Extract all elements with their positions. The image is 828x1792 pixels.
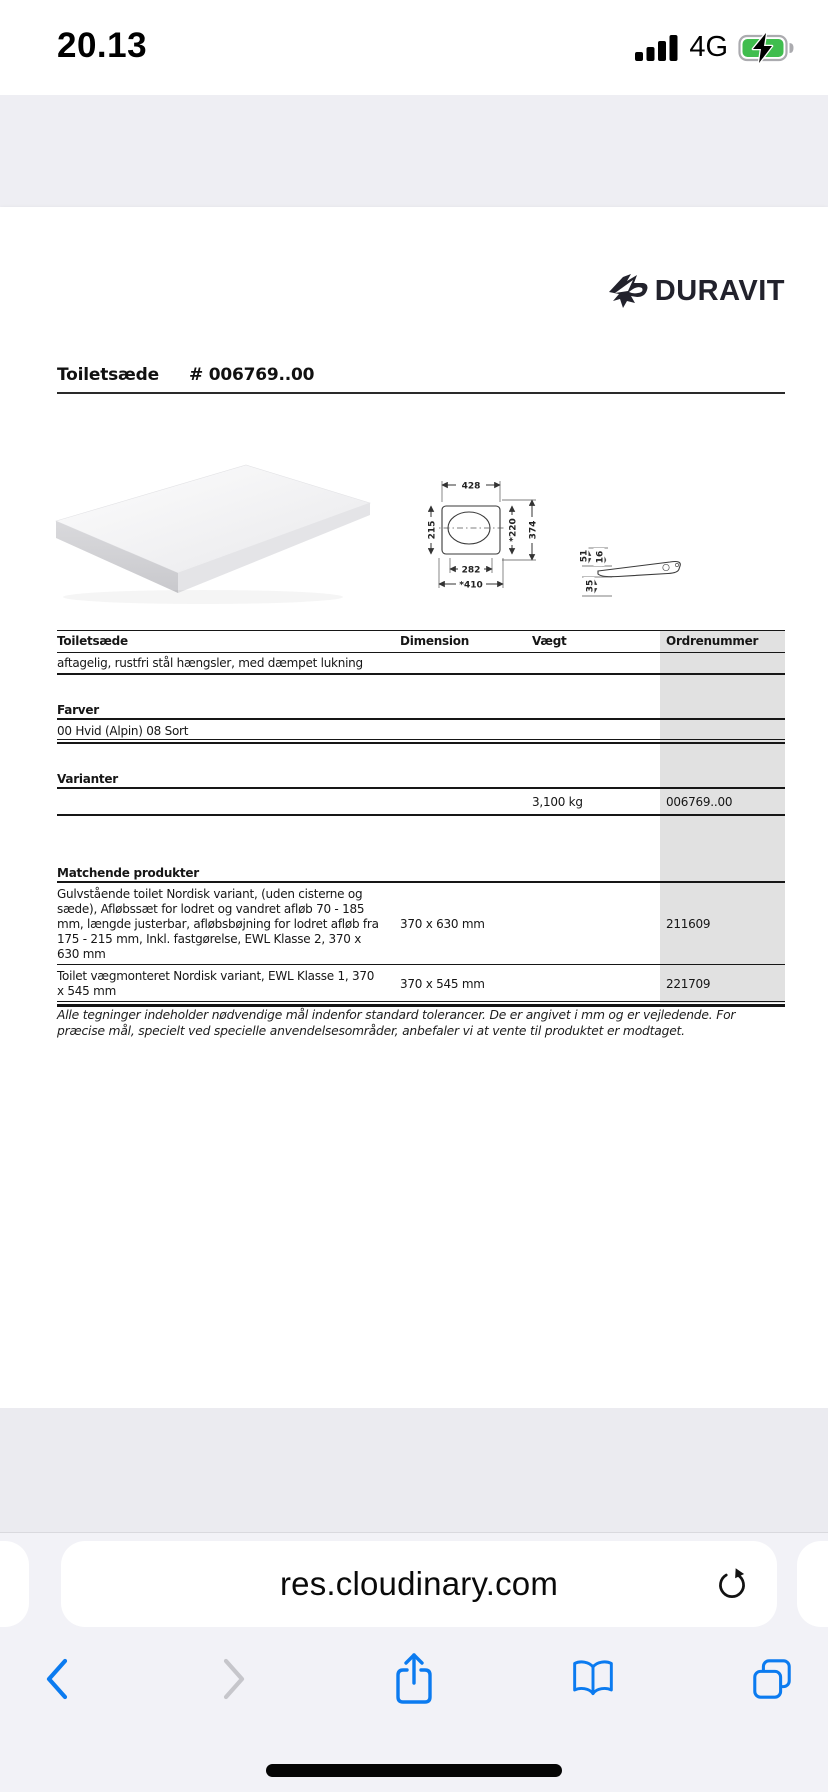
reload-icon[interactable] bbox=[711, 1563, 753, 1605]
variant-order-number: 006769..00 bbox=[666, 795, 733, 809]
dim-plan-total-depth: 374 bbox=[528, 520, 539, 540]
home-indicator[interactable] bbox=[266, 1764, 562, 1777]
forward-button[interactable] bbox=[213, 1651, 257, 1707]
dim-plan-inner-depth: *220 bbox=[508, 518, 519, 542]
matching-description: Gulvstående toilet Nordisk variant, (uden cisterne og sæde), Afløbssæt for lodret og vandret afløb 70 - 185 mm, længde justerbar, afløbsbøjning for lodret afløb fra 175 - 215 mm, Inkl. fastgørelse, EWL Klasse 2, 370 x 630 mm bbox=[57, 887, 379, 961]
variants-section-heading: Varianter bbox=[57, 770, 785, 789]
safari-bottom-bar bbox=[0, 1532, 828, 1792]
status-time: 20.13 bbox=[57, 26, 148, 65]
product-name: Toiletsæde bbox=[57, 365, 159, 385]
url-text: res.cloudinary.com bbox=[279, 1565, 559, 1602]
signal-bars-icon bbox=[635, 33, 679, 63]
battery-charging-icon bbox=[738, 32, 798, 64]
safari-toolbar bbox=[0, 1651, 828, 1707]
dim-plan-width: 428 bbox=[461, 481, 481, 492]
table-header-row bbox=[57, 630, 785, 653]
status-icons bbox=[635, 0, 798, 95]
colors-row bbox=[57, 720, 785, 740]
duravit-wordmark: DURAVIT bbox=[654, 274, 785, 307]
feature-text: aftagelig, rustfri stål hængsler, med dæmpet lukning bbox=[57, 656, 363, 670]
duravit-logo bbox=[607, 271, 785, 311]
matching-product-row bbox=[57, 965, 785, 1002]
colors-value: 00 Hvid (Alpin) 08 Sort bbox=[57, 724, 189, 738]
matching-description: Toilet vægmonteret Nordisk variant, EWL Klasse 1, 370 x 545 mm bbox=[57, 969, 375, 998]
network-label: 4G bbox=[689, 31, 728, 63]
next-tab-peek[interactable] bbox=[797, 1541, 828, 1627]
product-number: # 006769..00 bbox=[188, 365, 315, 385]
matching-products-heading: Matchende produkter bbox=[57, 864, 785, 883]
matching-product-row bbox=[57, 883, 785, 965]
share-button[interactable] bbox=[392, 1651, 436, 1707]
dim-side-top: 51 bbox=[579, 549, 590, 563]
address-bar[interactable] bbox=[61, 1541, 777, 1627]
header-vaegt: Vægt bbox=[532, 634, 567, 648]
matching-dimension: 370 x 545 mm bbox=[400, 976, 485, 991]
tolerance-disclaimer: Alle tegninger indeholder nødvendige mål indenfor standard tolerancer. De er angivet i mm og er vejledende. For præcise mål, specielt ved specielle anvendelsesområder, anbefaler vi at vente til produktet er modtaget. bbox=[57, 1008, 736, 1038]
matching-dimension: 370 x 630 mm bbox=[400, 917, 485, 931]
pdf-viewer-background-bottom bbox=[0, 1408, 828, 1532]
dim-side-seat: 16 bbox=[595, 550, 606, 564]
back-button[interactable] bbox=[34, 1651, 78, 1707]
dim-plan-depth: 215 bbox=[427, 520, 438, 540]
pdf-document-page bbox=[0, 207, 828, 1408]
header-toiletsaede: Toiletsæde bbox=[57, 634, 128, 648]
dim-plan-inner-width: 282 bbox=[461, 565, 481, 576]
header-ordrenummer: Ordrenummer bbox=[666, 634, 759, 648]
product-photo bbox=[48, 457, 378, 607]
bookmarks-button[interactable] bbox=[571, 1651, 615, 1707]
matching-order-number: 221709 bbox=[666, 976, 711, 991]
header-dimension: Dimension bbox=[400, 634, 470, 648]
table-bottom-rule bbox=[57, 1002, 785, 1007]
status-bar bbox=[0, 0, 828, 95]
technical-drawing bbox=[422, 470, 712, 610]
duravit-bird-icon bbox=[607, 271, 653, 311]
colors-section-heading: Farver bbox=[57, 701, 785, 720]
pdf-viewer-background-top bbox=[0, 95, 828, 208]
variant-row bbox=[57, 789, 785, 816]
variant-weight: 3,100 kg bbox=[532, 795, 583, 809]
dim-side-bottom: 35 bbox=[585, 579, 596, 593]
dim-plan-total-width: *410 bbox=[459, 580, 483, 591]
previous-tab-peek[interactable] bbox=[0, 1541, 29, 1627]
spec-table bbox=[57, 630, 785, 1007]
feature-row bbox=[57, 653, 785, 675]
matching-order-number: 211609 bbox=[666, 917, 711, 931]
document-title bbox=[57, 365, 785, 394]
tabs-button[interactable] bbox=[750, 1651, 794, 1707]
double-rule bbox=[57, 740, 785, 744]
